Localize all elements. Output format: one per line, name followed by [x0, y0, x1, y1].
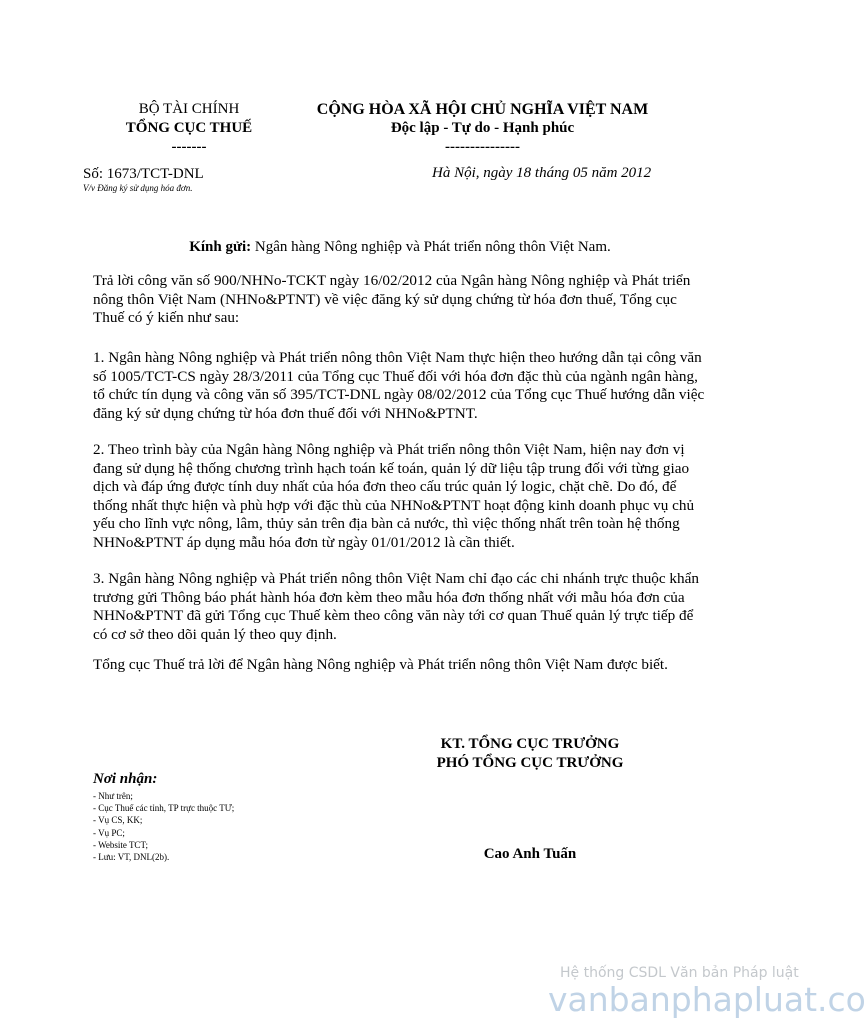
- header-right: [300, 100, 665, 157]
- signer-name: Cao Anh Tuấn: [483, 846, 577, 862]
- header-left-separator: -------: [171, 139, 207, 155]
- header-right-separator: ---------------: [445, 139, 520, 155]
- signature-title-line1: KT. TỔNG CỤC TRƯỞNG: [440, 736, 620, 752]
- department-name: TỔNG CỤC THUẾ: [125, 120, 253, 136]
- body-paragraph-2: 2. Theo trình bày của Ngân hàng Nông nghiệp và Phát triển nông thôn Việt Nam, hiện nay đơn vị đang sử dụng hệ thống chương trình hạch toán kế toán, quản lý dữ liệu tập trung đối với từng giao dịch và đáp ứng được tính duy nhất của hóa đơn theo cấu trúc quản lý logic, chặt chẽ. Do đó, để thống nhất thực hiện và phù hợp với đặc thù của NHNo&PTNT hoạt động kinh doanh phục vụ chủ yếu cho lĩnh vực nông, lâm, thủy sản trên địa bàn cả nước, thì việc thống nhất trên toàn hệ thống NHNo&PTNT áp dụng mẫu hóa đơn từ ngày 01/01/2012 là cần thiết.: [93, 441, 695, 551]
- addressee-label: Kính gửi:: [189, 239, 252, 255]
- watermark-caption: Hệ thống CSDL Văn bản Pháp luật: [560, 965, 799, 981]
- recipient-item: - Website TCT;: [93, 839, 148, 850]
- signature-title-line2: PHÓ TỔNG CỤC TRƯỞNG: [436, 755, 624, 771]
- recipient-item: - Cục Thuế các tỉnh, TP trực thuộc TƯ;: [93, 803, 235, 814]
- body-paragraph-closing: Tổng cục Thuế trả lời để Ngân hàng Nông nghiệp và Phát triển nông thôn Việt Nam được biết.: [93, 656, 668, 673]
- ministry-name: BỘ TÀI CHÍNH: [138, 101, 240, 117]
- body-paragraph-1: 1. Ngân hàng Nông nghiệp và Phát triển nông thôn Việt Nam thực hiện theo hướng dẫn tại công văn số 1005/TCT-CS ngày 28/3/2011 của Tổng cục Thuế đối với hóa đơn đặc thù của ngành ngân hàng, tổ chức tín dụng và công văn số 395/TCT-DNL ngày 08/02/2012 của Tổng cục Thuế hướng dẫn việc đăng ký sử dụng chứng từ hóa đơn thuế đối với NHNo&PTNT.: [93, 349, 705, 422]
- place-and-date: Hà Nội, ngày 18 tháng 05 năm 2012: [432, 165, 652, 181]
- country-name: CỘNG HÒA XÃ HỘI CHỦ NGHĨA VIỆT NAM: [316, 101, 649, 118]
- document-number: Số: 1673/TCT-DNL: [83, 166, 204, 182]
- addressee-name: Ngân hàng Nông nghiệp và Phát triển nông thôn Việt Nam.: [251, 239, 611, 255]
- body-paragraph-intro: Trả lời công văn số 900/NHNo-TCKT ngày 16/02/2012 của Ngân hàng Nông nghiệp và Phát triển nông thôn Việt Nam (NHNo&PTNT) về việc đăng ký sử dụng chứng từ hóa đơn thuế, Tổng cục Thuế có ý kiến như sau:: [93, 272, 691, 327]
- addressee: [0, 239, 800, 256]
- recipient-item: - Vụ PC;: [93, 827, 125, 838]
- recipient-item: - Lưu: VT, DNL(2b).: [93, 852, 170, 863]
- document-subject: V/v Đăng ký sử dụng hóa đơn.: [83, 183, 193, 193]
- watermark-site: vanbanphapluat.co: [548, 980, 866, 1019]
- body-paragraph-3: 3. Ngân hàng Nông nghiệp và Phát triển nông thôn Việt Nam chỉ đạo các chi nhánh trực thuộc khẩn trương gửi Thông báo phát hành hóa đơn kèm theo mẫu hóa đơn thống nhất với mẫu hóa đơn của NHNo&PTNT đã gửi Tổng cục Thuế kèm theo công văn này tới cơ quan Thuế quản lý trực tiếp để có cơ sở theo dõi quản lý theo quy định.: [93, 570, 699, 643]
- recipients-title: Nơi nhận:: [93, 771, 158, 787]
- recipient-item: - Vụ CS, KK;: [93, 815, 143, 826]
- national-motto: Độc lập - Tự do - Hạnh phúc: [390, 120, 575, 136]
- recipients-list: [93, 790, 234, 863]
- header-left: [80, 100, 298, 157]
- signature-title: [385, 735, 675, 773]
- recipient-item: - Như trên;: [93, 791, 133, 801]
